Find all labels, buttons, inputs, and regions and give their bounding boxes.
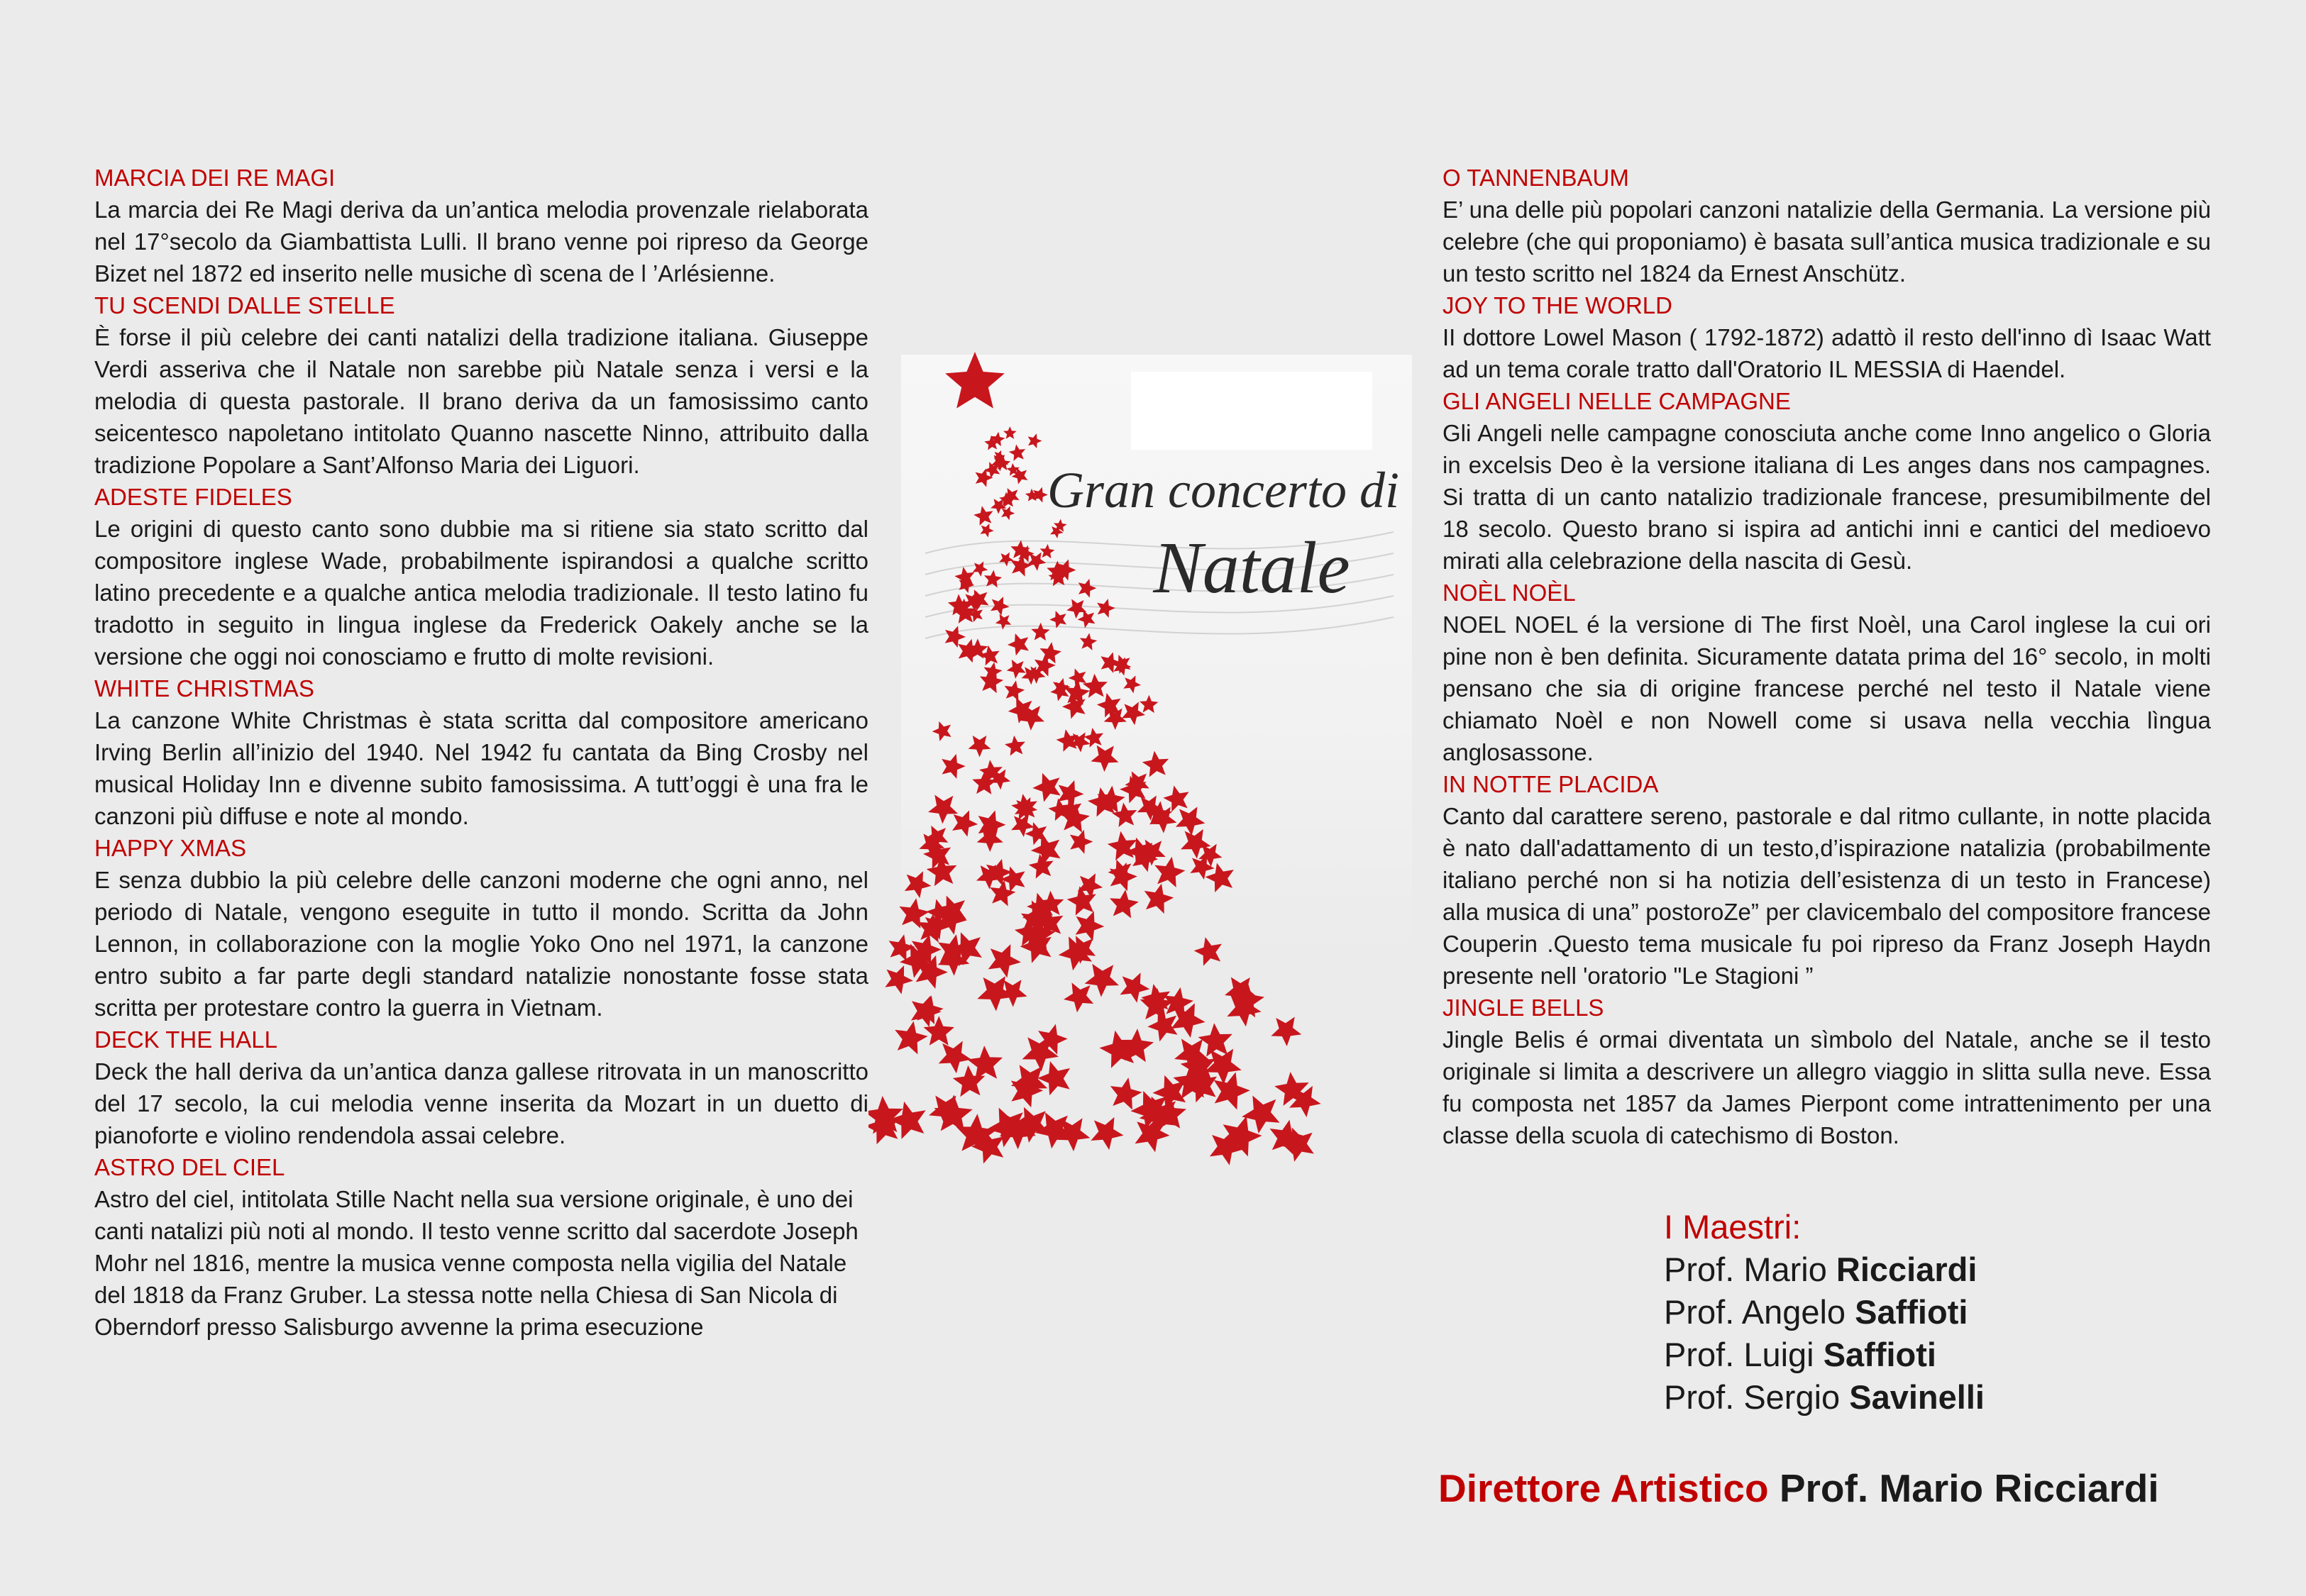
maestri-heading: I Maestri: bbox=[1664, 1208, 1802, 1246]
maestro-line bbox=[1664, 1291, 1985, 1334]
poster-title-line2: Natale bbox=[1153, 527, 1350, 609]
section-text: Jingle Belis é ormai diventata un sìmbolo del Natale, anche se il testo originale si limita a descrivere un allegro viaggio in slitta sulla neve. Essa fu composta net 1857 da James Pierpont come intrattenimento per una classe della scuola di catechismo di Boston. bbox=[1442, 1026, 2211, 1148]
artistic-director bbox=[1438, 1463, 2159, 1513]
section-title: JINGLE BELLS bbox=[1442, 994, 1604, 1021]
poster-title-line1: Gran concerto di bbox=[1047, 462, 1399, 519]
section-text: E’ una delle più popolari canzoni natalizie della Germania. La versione più celebre (che qui proponiamo) è basata sull’antica musica tradizionale e su un testo scritto nel 1824 da Ernest Anschütz. bbox=[1442, 196, 2211, 287]
section-text: II dottore Lowel Mason ( 1792-1872) adattò il resto dell'inno dì Isaac Watt ad un tema corale tratto dall'Oratorio IL MESSIA di Haendel. bbox=[1442, 324, 2211, 382]
maestro-prefix: Prof. Sergio bbox=[1664, 1378, 1850, 1416]
star-icon bbox=[1208, 1067, 1254, 1112]
section-text: Deck the hall deriva da un’antica danza gallese ritrovata in un manoscritto del 17 secolo, la cui melodia venne inserita da Mozart in un duetto di pianoforte e violino rendendola assai celebre. bbox=[94, 1058, 868, 1148]
section-title: NOÈL NOÈL bbox=[1442, 580, 1576, 606]
maestro-line bbox=[1664, 1376, 1985, 1419]
director-name: Prof. Mario Ricciardi bbox=[1779, 1466, 2159, 1510]
star-icon bbox=[1085, 1109, 1129, 1153]
maestro-line bbox=[1664, 1248, 1985, 1291]
section-title: MARCIA DEI RE MAGI bbox=[94, 165, 336, 191]
section-title: HAPPY XMAS bbox=[94, 835, 246, 861]
maestro-prefix: Prof. Luigi bbox=[1664, 1336, 1824, 1373]
section-text: Le origini di questo canto sono dubbie ma si ritiene sia stato scritto dal compositore inglese Wade, probabilmente ispirandosi a qualche scritto latino precedente e a qualche antica melodia tradizionale. Il testo latino fu tradotto in seguito in lingua inglese da Frederick Oakely anche se la versione che oggi noi conosciamo e frutto di molte revisioni. bbox=[94, 516, 868, 670]
maestro-surname: Saffioti bbox=[1855, 1293, 1968, 1331]
section-title: O TANNENBAUM bbox=[1442, 165, 1629, 191]
right-column bbox=[1442, 162, 2211, 1151]
maestro-surname: Saffioti bbox=[1823, 1336, 1936, 1373]
section-title: WHITE CHRISTMAS bbox=[94, 675, 314, 702]
maestro-line bbox=[1664, 1334, 1985, 1376]
section-text: È forse il più celebre dei canti natalizi della tradizione italiana. Giuseppe Verdi asseriva che il Natale non sarebbe più Natale senza i versi e la melodia di questa pastorale. Il brano deriva da un famosissimo canto seicentesco napoletano intitolato Quanno nascette Ninno, attribuito dalla tradizione Popolare a Sant’Alfonso Maria dei Liguori. bbox=[94, 324, 868, 478]
section-title: ASTRO DEL CIEL bbox=[94, 1154, 285, 1180]
star-icon bbox=[1267, 1009, 1308, 1050]
section-text: Gli Angeli nelle campagne conosciuta anche come Inno angelico o Gloria in excelsis Deo è la versione italiana di Les anges dans nos campagnes. Si tratta di un canto natalizio tradizionale francese, presumibilmente del 18 secolo. Questo brano si ispira ad antichi inni e cantici del medioevo mirati alla celebrazione della nascita di Gesù. bbox=[1442, 420, 2211, 574]
section-text: E senza dubbio la più celebre delle canzoni moderne che ogni anno, nel periodo di Natale, vengono eseguite in tutto il mondo. Scritta da John Lennon, in collaborazione con la moglie Yoko Ono nel 1971, la canzone entro subito a far parte degli standard natalizie nonostante fosse stata scritta per protestare contro la guerra in Vietnam. bbox=[94, 867, 868, 1021]
section-text: Canto dal carattere sereno, pastorale e dal ritmo cullante, in notte placida è nato dall'adattamento di un testo,d’ispirazione natalizia (probabilmente italiano perché non si ha notizia dell’esistenza di un testo in Francese) alla musica di una” postoroZe” per clavicembalo del compositore francese Couperin .Questo tema musicale fu poi ripreso da Franz Joseph Haydn presente nell 'oratorio "Le Stagioni ” bbox=[1442, 803, 2211, 989]
star-icon bbox=[891, 1018, 930, 1055]
section-title: GLI ANGELI NELLE CAMPAGNE bbox=[1442, 388, 1791, 414]
section-text: La marcia dei Re Magi deriva da un’antica melodia provenzale rielaborata nel 17°secolo da Giambattista Lulli. Il brano venne poi ripreso da George Bizet nel 1872 ed inserito nelle musiche dì scena de l ’Arlésienne. bbox=[94, 196, 868, 287]
maestro-prefix: Prof. Angelo bbox=[1664, 1293, 1855, 1331]
section-title: TU SCENDI DALLE STELLE bbox=[94, 292, 395, 318]
section-title: JOY TO THE WORLD bbox=[1442, 292, 1672, 318]
star-icon bbox=[886, 1095, 936, 1146]
section-title: IN NOTTE PLACIDA bbox=[1442, 771, 1659, 797]
section-text: Astro del ciel, intitolata Stille Nacht nella sua versione originale, è uno dei canti natalizi più noti al mondo. Il testo venne scritto dal sacerdote Joseph Mohr nel 1816, mentre la musica venne composta nella vigilia del Natale del 1818 da Franz Gruber. La stessa notte nella Chiesa di San Nicola di Oberndorf presso Salisburgo avvenne la prima esecuzione bbox=[94, 1186, 859, 1340]
star-icon bbox=[1107, 1075, 1144, 1111]
christmas-tree-illustration bbox=[868, 340, 1429, 1192]
maestro-prefix: Prof. Mario bbox=[1664, 1251, 1836, 1288]
poster-highlight bbox=[1131, 372, 1372, 450]
maestro-surname: Ricciardi bbox=[1836, 1251, 1977, 1288]
section-text: NOEL NOEL é la versione di The first Noèl, una Carol inglese la cui ori pine non è ben definita. Sicuramente datata prima del 16° secolo, in molti pensano che sia di origine francese perché nel testo il Natale viene chiamato Noèl e non Nowell come si usava nella vecchia lìngua anglosassone. bbox=[1442, 611, 2211, 765]
director-role: Direttore Artistico bbox=[1438, 1466, 1769, 1510]
section-text: La canzone White Christmas è stata scritta dal compositore americano Irving Berlin all’inizio del 1940. Nel 1942 fu cantata da Bing Crosby nel musical Holiday Inn e divenne subito famosissima. A tutt’oggi è una fra le canzoni più diffuse e note al mondo. bbox=[94, 707, 868, 829]
maestro-surname: Savinelli bbox=[1849, 1378, 1985, 1416]
section-title: DECK THE HALL bbox=[94, 1026, 277, 1053]
section-title: ADESTE FIDELES bbox=[94, 484, 292, 510]
poster-image bbox=[868, 340, 1429, 1192]
left-column bbox=[94, 162, 868, 1343]
maestri-block bbox=[1664, 1206, 1985, 1419]
